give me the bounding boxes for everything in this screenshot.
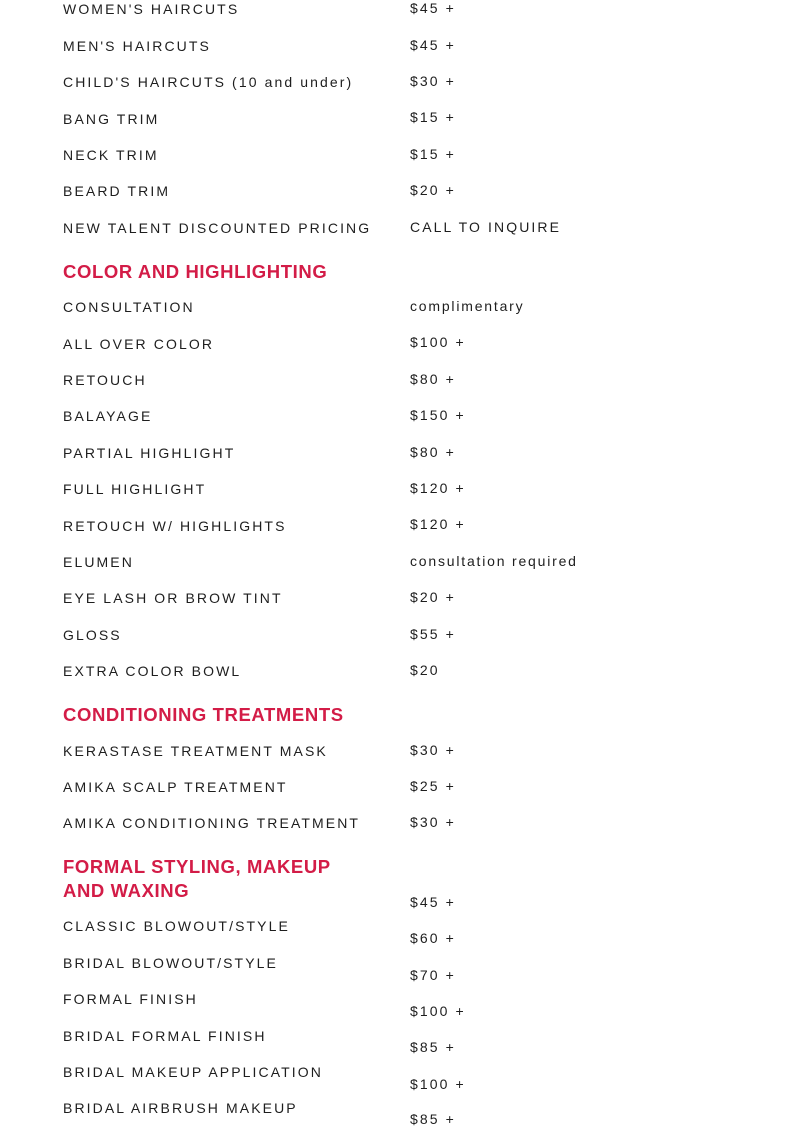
service-name: NEW TALENT DISCOUNTED PRICING — [63, 220, 372, 236]
service-name: EXTRA COLOR BOWL — [63, 663, 242, 679]
service-price: $150 + — [410, 407, 466, 423]
service-name: CONSULTATION — [63, 299, 195, 315]
service-name: BEARD TRIM — [63, 183, 171, 199]
service-name: FORMAL FINISH — [63, 991, 198, 1007]
service-price: CALL TO INQUIRE — [410, 219, 562, 235]
service-name: RETOUCH — [63, 372, 147, 388]
service-price: $20 + — [410, 589, 456, 605]
service-price: $100 + — [410, 1003, 466, 1019]
service-price: $85 + — [410, 1039, 456, 1055]
service-name: AMIKA CONDITIONING TREATMENT — [63, 815, 361, 831]
service-price: $80 + — [410, 371, 456, 387]
service-name: NECK TRIM — [63, 147, 159, 163]
service-name: CLASSIC BLOWOUT/STYLE — [63, 918, 290, 934]
service-name: GLOSS — [63, 627, 122, 643]
service-name: BRIDAL FORMAL FINISH — [63, 1028, 267, 1044]
service-name: PARTIAL HIGHLIGHT — [63, 445, 236, 461]
service-price: $45 + — [410, 37, 456, 53]
service-name: AMIKA SCALP TREATMENT — [63, 779, 288, 795]
service-price: complimentary — [410, 298, 525, 314]
service-price: $30 + — [410, 73, 456, 89]
service-price: $100 + — [410, 334, 466, 350]
service-name: BRIDAL AIRBRUSH MAKEUP — [63, 1100, 298, 1116]
service-price: $15 + — [410, 146, 456, 162]
service-name: ELUMEN — [63, 554, 134, 570]
service-name: FULL HIGHLIGHT — [63, 481, 207, 497]
service-name: EYE LASH OR BROW TINT — [63, 590, 283, 606]
service-price: $80 + — [410, 444, 456, 460]
service-name: ALL OVER COLOR — [63, 336, 215, 352]
service-price: $45 + — [410, 0, 456, 16]
service-name: BRIDAL BLOWOUT/STYLE — [63, 955, 278, 971]
service-price: consultation required — [410, 553, 578, 569]
service-name: KERASTASE TREATMENT MASK — [63, 743, 328, 759]
service-price: $70 + — [410, 967, 456, 983]
service-name: MEN'S HAIRCUTS — [63, 38, 211, 54]
section-heading-formal: FORMAL STYLING, MAKEUP AND WAXING — [63, 856, 331, 901]
service-name: RETOUCH W/ HIGHLIGHTS — [63, 518, 287, 534]
service-name: CHILD'S HAIRCUTS (10 and under) — [63, 74, 354, 90]
service-price: $120 + — [410, 480, 466, 496]
service-price: $20 — [410, 662, 440, 678]
service-price: $30 + — [410, 742, 456, 758]
service-name: BANG TRIM — [63, 111, 160, 127]
service-price: $55 + — [410, 626, 456, 642]
service-price: $45 + — [410, 894, 456, 910]
service-name: BALAYAGE — [63, 408, 153, 424]
service-name: BRIDAL MAKEUP APPLICATION — [63, 1064, 323, 1080]
service-price: $60 + — [410, 930, 456, 946]
section-heading-conditioning: CONDITIONING TREATMENTS — [63, 704, 344, 725]
section-heading-color: COLOR AND HIGHLIGHTING — [63, 261, 328, 282]
service-price: $30 + — [410, 814, 456, 830]
service-price: $100 + — [410, 1076, 466, 1092]
service-price: $85 + — [410, 1111, 456, 1127]
service-price: $15 + — [410, 109, 456, 125]
service-name: WOMEN'S HAIRCUTS — [63, 1, 240, 17]
service-price: $120 + — [410, 516, 466, 532]
service-price: $25 + — [410, 778, 456, 794]
service-price: $20 + — [410, 182, 456, 198]
